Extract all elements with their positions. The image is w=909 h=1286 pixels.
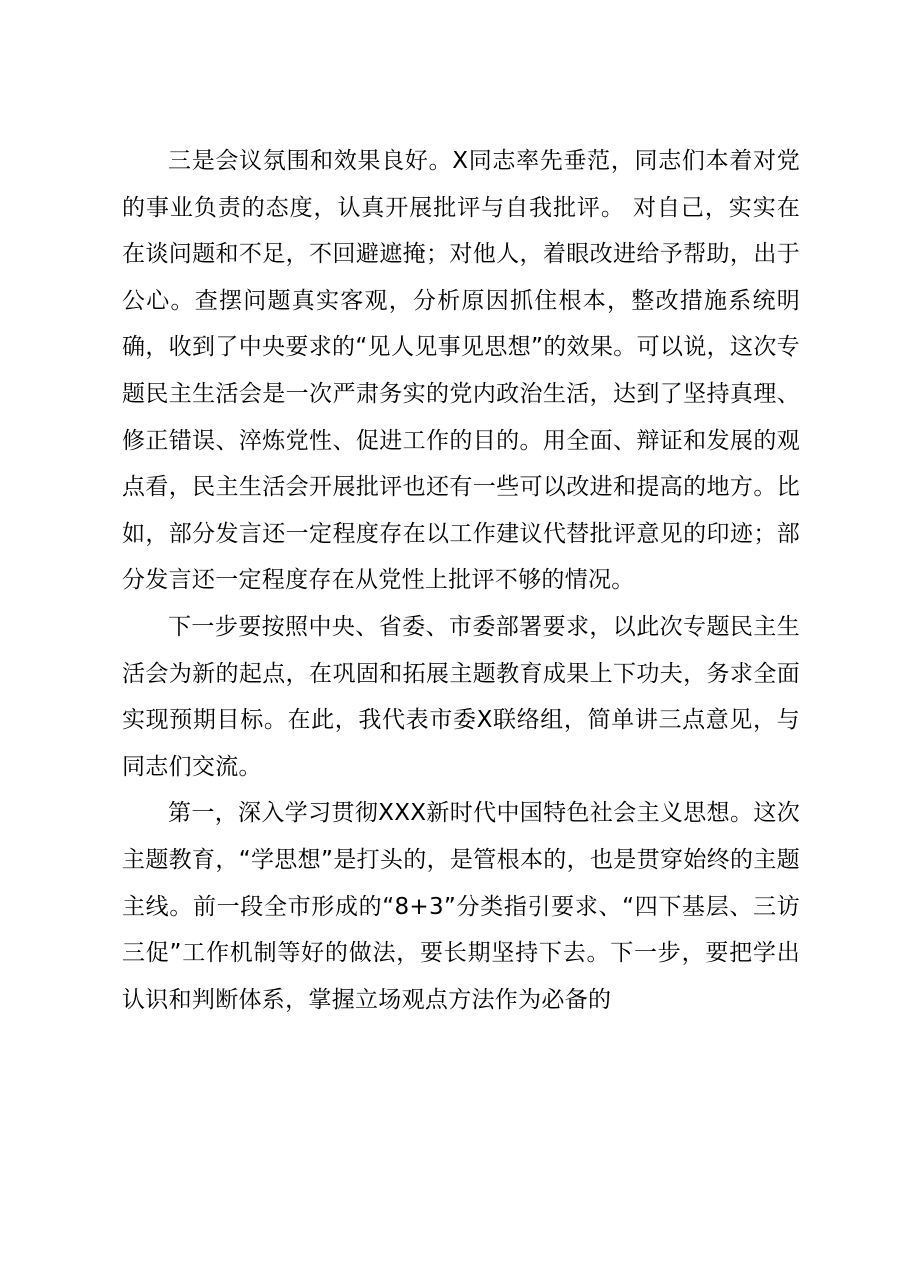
- paragraph-next-steps: 下一步要按照中央、省委、市委部署要求，以此次专题民主生活会为新的起点，在巩固和拓展主题教育成果上下功夫，务求全面实现预期目标。在此，我代表市委X联络组，简单讲三点意见，与同志们交流。: [122, 613, 800, 780]
- paragraph-meeting-atmosphere: 三是会议氛围和效果良好。X同志率先垂范，同志们本着对党的事业负责的态度，认真开展批评与自我批评。 对自己，实实在在谈问题和不足，不回避遮掩；对他人，着眼改进给予帮助，出于公心。查摆问题真实客观，分析原因抓住根本，整改措施系统明确，收到了中央要求的“见人见事见思想”的效果。可以说，这次专题民主生活会是一次严肃务实的党内政治生活，达到了坚持真理、修正错误、淬炼党性、促进工作的目的。用全面、辩证和发展的观点看，民主生活会开展批评也还有一些可以改进和提高的地方。比如，部分发言还一定程度存在以工作建议代替批评意见的印迹；部分发言还一定程度存在从党性上批评不够的情况。: [122, 148, 800, 594]
- document-body: [122, 138, 800, 1023]
- paragraph-point-one: 第一，深入学习贯彻XXX新时代中国特色社会主义思想。这次主题教育，“学思想”是打头的，是管根本的，也是贯穿始终的主题主线。前一段全市形成的“8+3”分类指引要求、“四下基层、三访三促”工作机制等好的做法，要长期坚持下去。下一步，要把学出认识和判断体系，掌握立场观点方法作为必备的: [122, 800, 800, 1013]
